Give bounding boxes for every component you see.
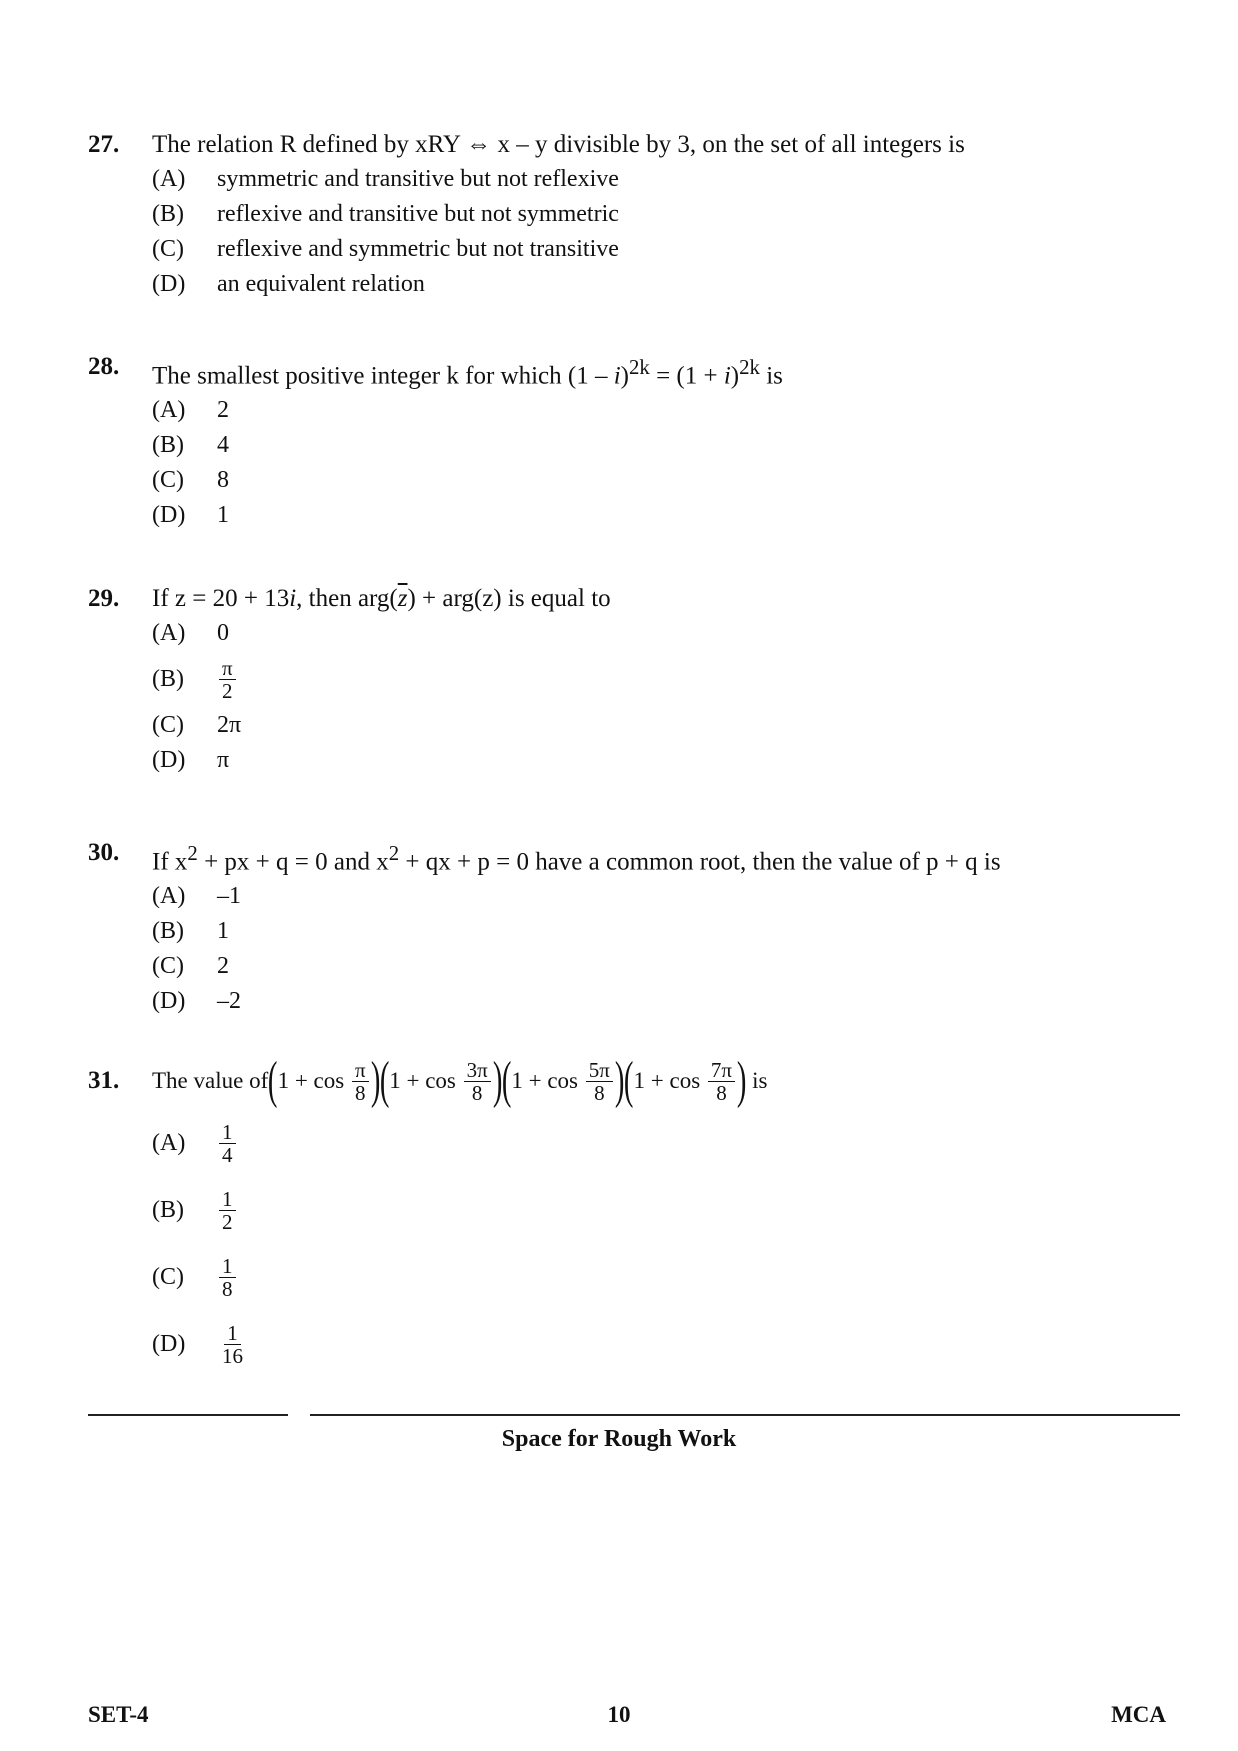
- option-b: (B) 1: [152, 918, 229, 945]
- footer-set: SET-4: [88, 1702, 149, 1727]
- question-text: If z = 20 + 13i, then $arg(\overline{z}) + arg(z)$ is equal to: [152, 585, 611, 612]
- question-30: [88, 836, 1168, 1019]
- option-c: (C) 2π: [152, 712, 242, 738]
- option-d: (D) π: [152, 747, 230, 773]
- footer-page-number: 10: [607, 1702, 631, 1727]
- question-number: 29.: [88, 585, 120, 612]
- option-d: (D) an equivalent relation: [152, 271, 425, 297]
- option-c: (C) 2: [152, 953, 229, 980]
- option-b: (B) 4: [152, 432, 229, 459]
- question-number: 27.: [88, 131, 120, 158]
- option-c: (C) 8: [152, 467, 229, 494]
- option-c: (C) reflexive and symmetric but not transitive: [152, 236, 619, 262]
- footer-course: MCA: [1111, 1702, 1166, 1727]
- option-b: (B) $\frac{1}{2}$: [152, 1188, 1168, 1233]
- option-b: (B) reflexive and transitive but not symmetric: [152, 201, 619, 227]
- question-text: The value of ( 1 + cos $\frac{\pi}{8}$ ) ( 1 + cos $\frac{3\pi}{8}$ ) ( 1 + cos $\frac{5\pi}{8}$ ) ( 1 + cos $\frac{7\pi}{8}$ ) is: [152, 1052, 768, 1109]
- option-a: (A) symmetric and transitive but not reflexive: [152, 166, 619, 192]
- question-number: 30.: [88, 839, 120, 866]
- option-a: (A) –1: [152, 883, 241, 910]
- option-c: (C) $\frac{1}{8}$: [152, 1255, 1168, 1300]
- question-text: The relation R defined by xRY ⇔ x – y divisible by 3, on the set of all integers is: [152, 131, 965, 158]
- option-d: (D) $\frac{1}{16}$: [152, 1321, 243, 1368]
- question-text: If $x^2$ + px + q = 0 and $x^2$ + qx + p = 0 have a common root, then the value of p + q is: [152, 841, 1001, 876]
- option-b: (B) $\frac{\pi}{2}$: [152, 657, 1168, 702]
- divider-right: [310, 1414, 1180, 1416]
- divider-left: [88, 1414, 288, 1416]
- option-a: (A) $\frac{1}{4}$: [152, 1121, 1168, 1166]
- rough-work-label: Space for Rough Work: [501, 1426, 737, 1452]
- question-27: [88, 128, 1168, 302]
- option-a: (A) 2: [152, 397, 229, 424]
- option-a: (A) 0: [152, 620, 229, 646]
- question-number: 31.: [88, 1067, 120, 1094]
- question-29: [88, 582, 1168, 778]
- option-d: (D) –2: [152, 988, 241, 1015]
- question-28: [88, 350, 1168, 533]
- question-text: The smallest positive integer k for which $(1 - i)^{2k} = (1 + i)^{2k}$ is: [152, 355, 783, 390]
- question-31: [88, 1052, 1168, 1368]
- option-d: (D) 1: [152, 502, 229, 529]
- question-number: 28.: [88, 353, 120, 380]
